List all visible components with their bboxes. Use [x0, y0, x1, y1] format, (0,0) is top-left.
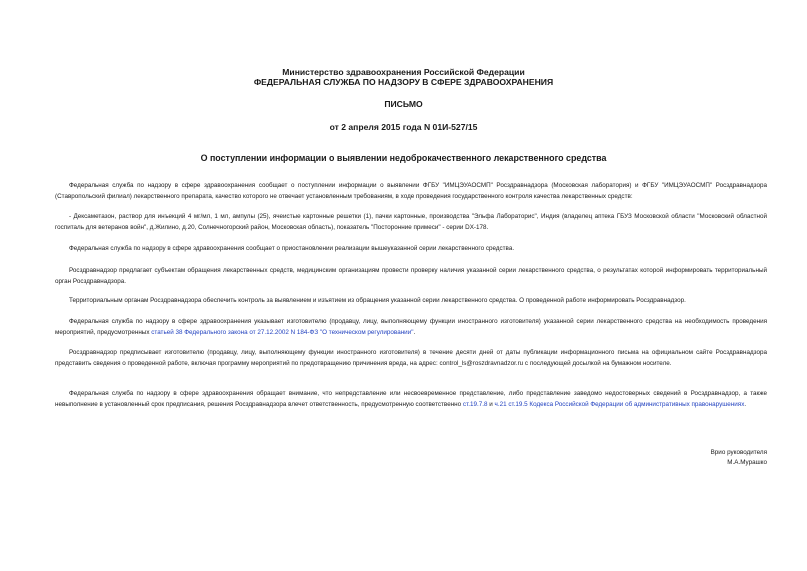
signature-name: М.А.Мурашко	[727, 459, 767, 466]
ministry-name: Министерство здравоохранения Российской Федерации	[282, 67, 525, 77]
signature-role: Врио руководителя	[710, 449, 767, 456]
paragraph-manufacturer-measures	[55, 317, 767, 338]
p6-text-end: .	[413, 328, 416, 336]
document-date-number: от 2 апреля 2015 года N 01И-527/15	[329, 122, 478, 132]
p6-text: Федеральная служба по надзору в сфере здравоохранения указывает изготовителю (продавцу, лицу, выполняющему функции иностранного изготовителя) указанной серии лекарственного средства на необходимость проведения мероприятий, предусмотренных	[55, 318, 767, 336]
paragraph-report-instructions: Росздравнадзор предписывает изготовителю (продавцу, лицу, выполняющему функции иностранного изготовителя) в течение десяти дней от даты публикации информационного письма на официальном сайте Росздравнадзора представить сведения о проведенной работе, включая программу мероприятий по предотвращению причинения вреда, на адрес: control_ls@roszdravnadzor.ru с последующей досылкой на бумажном носителе.	[55, 349, 767, 367]
link-article-19-7-8[interactable]: ст.19.7.8	[462, 400, 488, 408]
link-tech-regulation-law[interactable]: статьей 38 Федерального закона от 27.12.2002 N 184-ФЗ "О техническом регулировании"	[151, 328, 414, 336]
paragraph-check-request: Росздравнадзор предлагает субъектам обращения лекарственных средств, медицинским организациям провести проверку наличия указанной серии лекарственного средства, о результатах которой информировать территориальный орган Росздравнадзора.	[55, 267, 767, 285]
document-subject: О поступлении информации о выявлении недоброкачественного лекарственного средства	[200, 153, 607, 163]
p8-text-end: .	[744, 400, 747, 408]
paragraph-liability-notice	[55, 389, 767, 410]
paragraph-territorial-control: Территориальным органам Росздравнадзора обеспечить контроль за выявлением и изъятием из обращения указанной серии лекарственного средства. О проведенной работе информировать Росздравнадзор.	[69, 297, 686, 304]
link-article-19-5-admin-code[interactable]: ч.21 ст.19.5 Кодекса Российской Федерации об административных правонарушениях	[494, 400, 745, 408]
p8-text-mid: и	[487, 400, 495, 408]
paragraph-detection-notice: Федеральная служба по надзору в сфере здравоохранения сообщает о поступлении информации о выявлении ФГБУ "ИМЦЭУАОСМП" Росздравнадзора (Московская лаборатория) и ФГБУ "ИМЦЭУАОСМП" Росздравнадзора (Ставропольский филиал) лекарственного препарата, качество которого не отвечает установленным требованиям, в ходе проведения государственного контроля качества лекарственных средств:	[55, 182, 767, 200]
paragraph-suspension: Федеральная служба по надзору в сфере здравоохранения сообщает о приостановлении реализации вышеуказанной серии лекарственного средства.	[69, 245, 515, 252]
document-type: ПИСЬМО	[384, 99, 423, 109]
p8-text: Федеральная служба по надзору в сфере здравоохранения обращает внимание, что непредставление или несвоевременное представление, либо представление заведомо недостоверных сведений в Росздравнадзор, а также невыполнение в установленный срок предписания, решения Росздравнадзора влечет ответственность, предусмотренную соответственно	[55, 390, 767, 408]
service-name: ФЕДЕРАЛЬНАЯ СЛУЖБА ПО НАДЗОРУ В СФЕРЕ ЗДРАВООХРАНЕНИЯ	[253, 77, 554, 87]
paragraph-drug-details: - Дексаметазон, раствор для инъекций 4 мг/мл, 1 мл, ампулы (25), ячеистые картонные решетки (1), пачки картонные, производства "Эльфа Лабораторис", Индия (владелец аптека ГБУЗ Московской области "Московский областной госпиталь для ветеранов войн", д.Жилино, д.20, Солнечногорский район, Московская область), показатель "Посторонние примеси" - серии DX-178.	[55, 213, 767, 231]
